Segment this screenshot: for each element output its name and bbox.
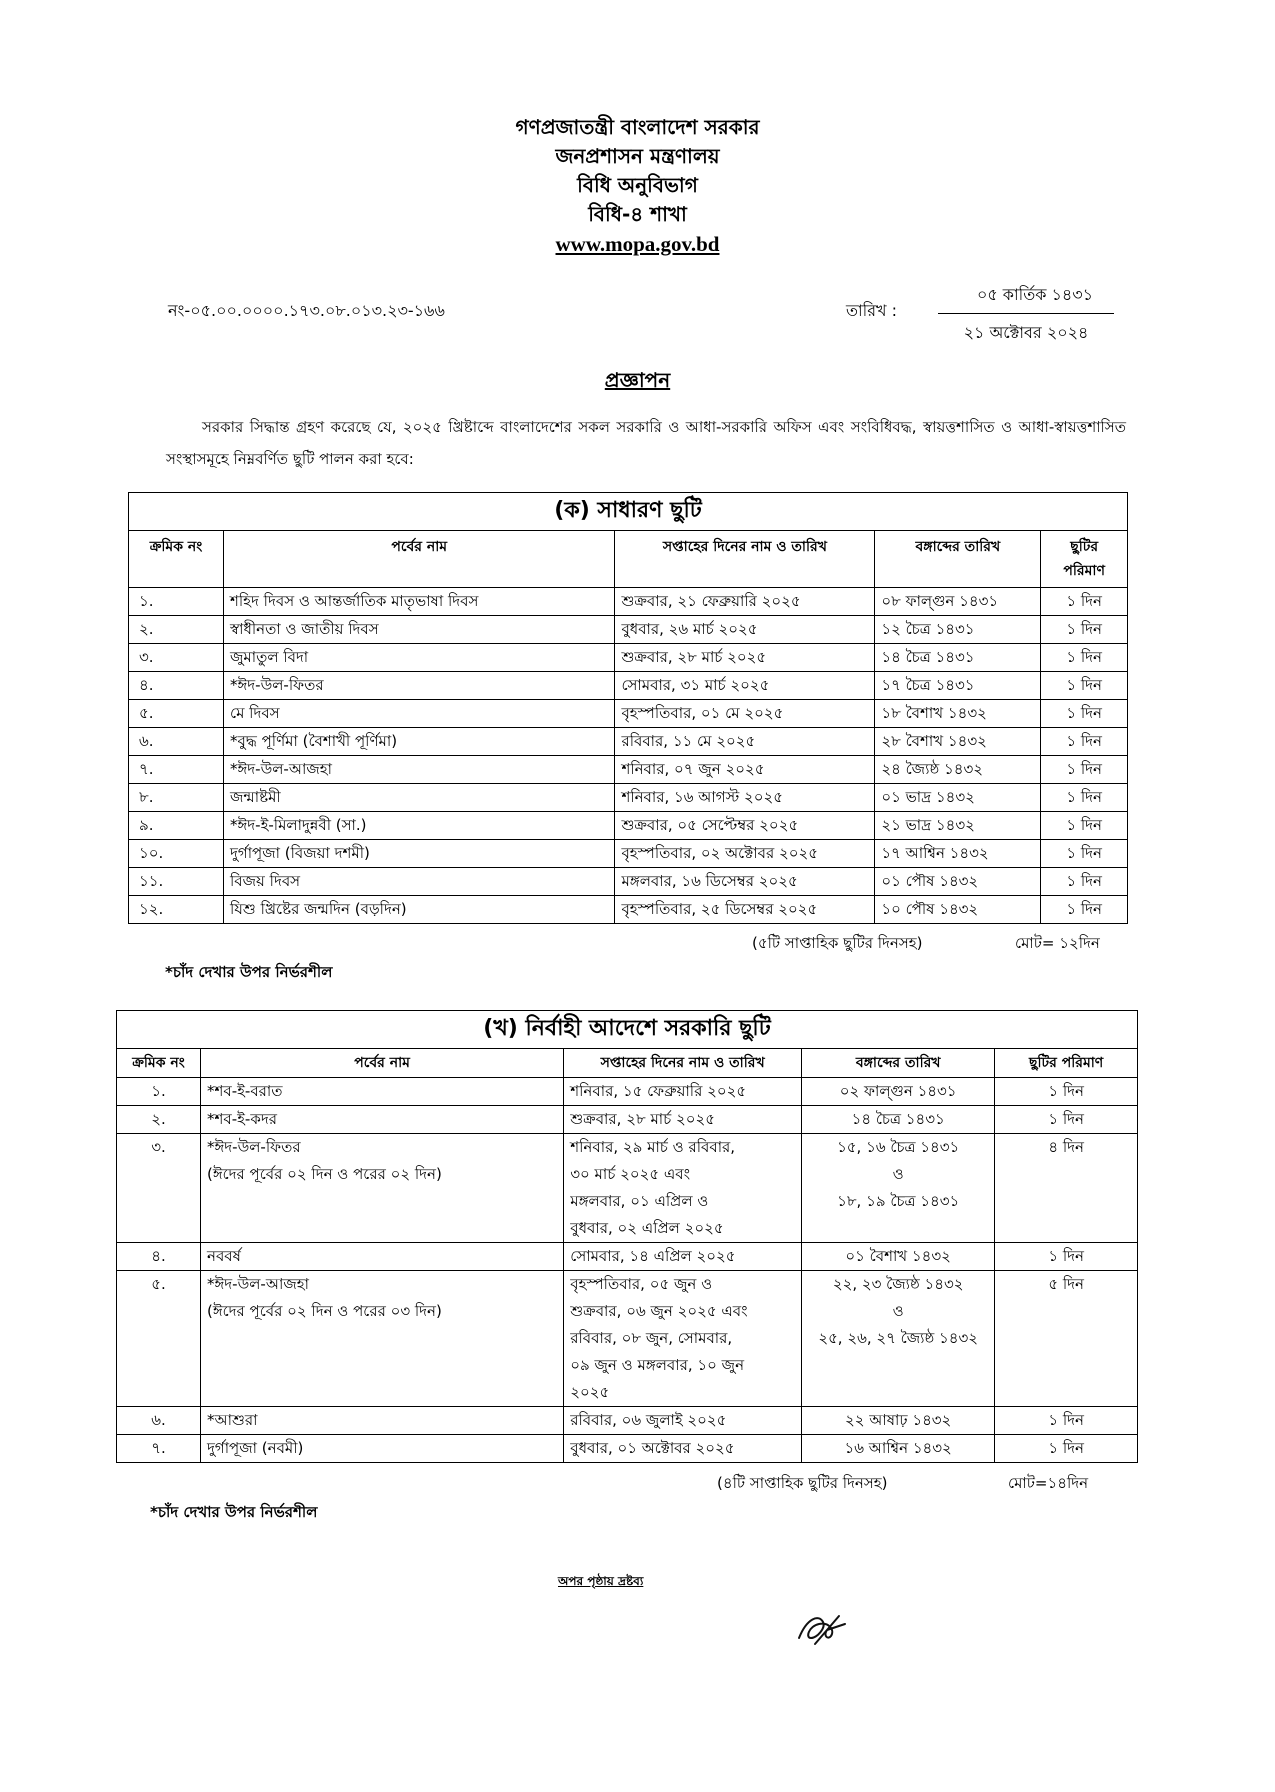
cell-bangla-date: ১৪ চৈত্র ১৪৩১ — [802, 1106, 995, 1134]
cell-bangla-date: ০১ বৈশাখ ১৪৩২ — [802, 1243, 995, 1271]
cell-bangla-date: ০২ ফাল্গুন ১৪৩১ — [802, 1078, 995, 1106]
cell-festival-name: *ঈদ-উল-ফিতর (ঈদের পূর্বের ০২ দিন ও পরের ০২ দিন) — [200, 1134, 563, 1243]
cell-festival-name: দুর্গাপূজা (নবমী) — [200, 1435, 563, 1463]
cell-serial: ৭. — [129, 756, 224, 784]
col-header-bangla-date: বঙ্গাব্দের তারিখ — [802, 1049, 995, 1078]
cell-festival-name: স্বাধীনতা ও জাতীয় দিবস — [223, 616, 614, 644]
cell-duration: ১ দিন — [995, 1106, 1138, 1134]
cell-duration: ১ দিন — [1041, 672, 1128, 700]
cell-duration: ১ দিন — [1041, 588, 1128, 616]
cell-serial: ৫. — [129, 700, 224, 728]
cell-bangla-date: ২২ আষাঢ় ১৪৩২ — [802, 1407, 995, 1435]
cell-duration: ১ দিন — [995, 1243, 1138, 1271]
intro-paragraph — [166, 411, 1126, 475]
cell-duration: ১ দিন — [1041, 840, 1128, 868]
cell-bangla-date: ২২, ২৩ জ্যৈষ্ঠ ১৪৩২ ও ২৫, ২৬, ২৭ জ্যৈষ্ঠ ১৪৩২ — [802, 1271, 995, 1407]
cell-duration: ১ দিন — [1041, 700, 1128, 728]
date-label: তারিখ : — [846, 301, 898, 320]
cell-festival-name: বিজয় দিবস — [223, 868, 614, 896]
cell-weekday-date: রবিবার, ১১ মে ২০২৫ — [615, 728, 875, 756]
table-a-total: মোট= ১২দিন — [1015, 934, 1100, 952]
col-header-duration: ছুটির পরিমাণ — [995, 1049, 1138, 1078]
cell-duration: ১ দিন — [995, 1435, 1138, 1463]
table-row — [129, 644, 1128, 672]
cell-serial: ৬. — [117, 1407, 201, 1435]
cell-bangla-date: ০১ ভাদ্র ১৪৩২ — [875, 784, 1041, 812]
date-english: ২১ অক্টোবর ২০২৪ — [963, 323, 1089, 342]
cell-weekday-date: বৃহস্পতিবার, ০২ অক্টোবর ২০২৫ — [615, 840, 875, 868]
cell-bangla-date: ১২ চৈত্র ১৪৩১ — [875, 616, 1041, 644]
cell-duration: ১ দিন — [1041, 616, 1128, 644]
cell-weekday-date: শুক্রবার, ২৮ মার্চ ২০২৫ — [615, 644, 875, 672]
cell-bangla-date: ১৮ বৈশাখ ১৪৩২ — [875, 700, 1041, 728]
cell-serial: ৫. — [117, 1271, 201, 1407]
division-name: বিধি অনুবিভাগ — [577, 173, 698, 197]
table-row — [129, 672, 1128, 700]
cell-weekday-date: শুক্রবার, ২৮ মার্চ ২০২৫ — [564, 1106, 802, 1134]
cell-bangla-date: ০১ পৌষ ১৪৩২ — [875, 868, 1041, 896]
cell-bangla-date: ২১ ভাদ্র ১৪৩২ — [875, 812, 1041, 840]
cell-weekday-date: শনিবার, ০৭ জুন ২০২৫ — [615, 756, 875, 784]
col-header-festival: পর্বের নাম — [223, 531, 614, 588]
date-bangla: ০৫ কার্তিক ১৪৩১ — [938, 282, 1114, 314]
website-link[interactable]: www.mopa.gov.bd — [555, 232, 720, 256]
cell-weekday-date: বৃহস্পতিবার, ২৫ ডিসেম্বর ২০২৫ — [615, 896, 875, 924]
cell-bangla-date: ১৬ আশ্বিন ১৪৩২ — [802, 1435, 995, 1463]
table-row — [129, 896, 1128, 924]
cell-duration: ১ দিন — [1041, 896, 1128, 924]
cell-serial: ৪. — [117, 1243, 201, 1271]
cell-serial: ১২. — [129, 896, 224, 924]
cell-duration: ১ দিন — [1041, 868, 1128, 896]
document-header — [0, 113, 1275, 259]
cell-festival-name: *ঈদ-উল-আজহা (ঈদের পূর্বের ০২ দিন ও পরের ০৩ দিন) — [200, 1271, 563, 1407]
cell-weekday-date: শুক্রবার, ২১ ফেব্রুয়ারি ২০২৫ — [615, 588, 875, 616]
memo-number: নং-০৫.০০.০০০০.১৭৩.০৮.০১৩.২৩-১৬৬ — [168, 301, 445, 320]
cell-bangla-date: ১০ পৌষ ১৪৩২ — [875, 896, 1041, 924]
cell-weekday-date: শনিবার, ১৫ ফেব্রুয়ারি ২০২৫ — [564, 1078, 802, 1106]
col-header-serial: ক্রমিক নং — [117, 1049, 201, 1078]
cell-serial: ৬. — [129, 728, 224, 756]
cell-bangla-date: ১৭ আশ্বিন ১৪৩২ — [875, 840, 1041, 868]
cell-weekday-date: বৃহস্পতিবার, ০৫ জুন ও শুক্রবার, ০৬ জুন ২০২৫ এবং রবিবার, ০৮ জুন, সোমবার, ০৯ জুন ও মঙ্গলবার, ১০ জুন ২০২৫ — [564, 1271, 802, 1407]
cell-weekday-date: সোমবার, ১৪ এপ্রিল ২০২৫ — [564, 1243, 802, 1271]
cell-festival-name: *ঈদ-ই-মিলাদুন্নবী (সা.) — [223, 812, 614, 840]
table-row — [117, 1271, 1138, 1407]
col-header-date: সপ্তাহের দিনের নাম ও তারিখ — [564, 1049, 802, 1078]
cell-weekday-date: শনিবার, ২৯ মার্চ ও রবিবার, ৩০ মার্চ ২০২৫ এবং মঙ্গলবার, ০১ এপ্রিল ও বুধবার, ০২ এপ্রিল ২০২৫ — [564, 1134, 802, 1243]
cell-serial: ৭. — [117, 1435, 201, 1463]
table-row — [129, 700, 1128, 728]
cell-weekday-date: শনিবার, ১৬ আগস্ট ২০২৫ — [615, 784, 875, 812]
cell-festival-name: দুর্গাপূজা (বিজয়া দশমী) — [223, 840, 614, 868]
table-row — [129, 784, 1128, 812]
cell-weekday-date: সোমবার, ৩১ মার্চ ২০২৫ — [615, 672, 875, 700]
cell-bangla-date: ২৮ বৈশাখ ১৪৩২ — [875, 728, 1041, 756]
page-turn-note: অপর পৃষ্ঠায় দ্রষ্টব্য — [558, 1574, 644, 1588]
cell-festival-name: *শব-ই-বরাত — [200, 1078, 563, 1106]
table-row — [129, 728, 1128, 756]
intro-text: সরকার সিদ্ধান্ত গ্রহণ করেছে যে, ২০২৫ খ্রিষ্টাব্দে বাংলাদেশের সকল সরকারি ও আধা-সরকারি অফিস এবং সংবিধিবদ্ধ, স্বায়ত্তশাসিত ও আধা-স্বায়ত্তশাসিত সংস্থাসমূহে নিম্নবর্ণিত ছুটি পালন করা হবে: — [166, 418, 1126, 468]
table-caption: (ক) সাধারণ ছুটি — [129, 493, 1128, 531]
ministry-name: জনপ্রশাসন মন্ত্রণালয় — [555, 144, 720, 168]
cell-weekday-date: রবিবার, ০৬ জুলাই ২০২৫ — [564, 1407, 802, 1435]
cell-serial: ৩. — [129, 644, 224, 672]
cell-festival-name: জন্মাষ্টমী — [223, 784, 614, 812]
table-row — [117, 1134, 1138, 1243]
table-header-row — [117, 1049, 1138, 1078]
table-header-row — [129, 531, 1128, 588]
cell-weekday-date: মঙ্গলবার, ১৬ ডিসেম্বর ২০২৫ — [615, 868, 875, 896]
table-b-total: মোট=১৪দিন — [1008, 1474, 1089, 1492]
table-row — [129, 588, 1128, 616]
cell-duration: ৫ দিন — [995, 1271, 1138, 1407]
table-a-weekly-note: (৫টি সাপ্তাহিক ছুটির দিনসহ) — [752, 934, 923, 952]
cell-festival-name: শহিদ দিবস ও আন্তর্জাতিক মাতৃভাষা দিবস — [223, 588, 614, 616]
col-header-bangla-date: বঙ্গাব্দের তারিখ — [875, 531, 1041, 588]
table-b-footnote: *চাঁদ দেখার উপর নির্ভরশীল — [150, 1503, 318, 1521]
table-caption: (খ) নির্বাহী আদেশে সরকারি ছুটি — [117, 1011, 1138, 1049]
cell-bangla-date: ১৪ চৈত্র ১৪৩১ — [875, 644, 1041, 672]
table-row — [129, 840, 1128, 868]
cell-weekday-date: বুধবার, ২৬ মার্চ ২০২৫ — [615, 616, 875, 644]
cell-bangla-date: ২৪ জ্যৈষ্ঠ ১৪৩২ — [875, 756, 1041, 784]
cell-festival-name: যিশু খ্রিষ্টের জন্মদিন (বড়দিন) — [223, 896, 614, 924]
document-title: প্রজ্ঞাপন — [604, 368, 671, 392]
col-header-duration: ছুটির পরিমাণ — [1041, 531, 1128, 588]
cell-serial: ১. — [117, 1078, 201, 1106]
cell-duration: ১ দিন — [995, 1407, 1138, 1435]
cell-bangla-date: ১৭ চৈত্র ১৪৩১ — [875, 672, 1041, 700]
cell-weekday-date: শুক্রবার, ০৫ সেপ্টেম্বর ২০২৫ — [615, 812, 875, 840]
cell-serial: ৯. — [129, 812, 224, 840]
cell-bangla-date: ১৫, ১৬ চৈত্র ১৪৩১ ও ১৮, ১৯ চৈত্র ১৪৩১ — [802, 1134, 995, 1243]
cell-serial: ১. — [129, 588, 224, 616]
cell-serial: ১০. — [129, 840, 224, 868]
table-row — [117, 1407, 1138, 1435]
cell-duration: ১ দিন — [1041, 756, 1128, 784]
cell-serial: ৪. — [129, 672, 224, 700]
cell-bangla-date: ০৮ ফাল্গুন ১৪৩১ — [875, 588, 1041, 616]
government-name: গণপ্রজাতন্ত্রী বাংলাদেশ সরকার — [515, 115, 760, 139]
table-row — [129, 812, 1128, 840]
cell-duration: ১ দিন — [1041, 812, 1128, 840]
table-row — [117, 1435, 1138, 1463]
cell-serial: ৮. — [129, 784, 224, 812]
col-header-date: সপ্তাহের দিনের নাম ও তারিখ — [615, 531, 875, 588]
cell-festival-name: *শব-ই-কদর — [200, 1106, 563, 1134]
table-row — [117, 1078, 1138, 1106]
general-holidays-table — [128, 492, 1128, 924]
signature-icon — [795, 1608, 849, 1648]
cell-weekday-date: বুধবার, ০১ অক্টোবর ২০২৫ — [564, 1435, 802, 1463]
executive-order-holidays-table — [116, 1010, 1138, 1463]
branch-name: বিধি-৪ শাখা — [588, 202, 687, 226]
cell-serial: ২. — [129, 616, 224, 644]
cell-duration: ১ দিন — [1041, 784, 1128, 812]
col-header-serial: ক্রমিক নং — [129, 531, 224, 588]
table-row — [129, 616, 1128, 644]
cell-festival-name: জুমাতুল বিদা — [223, 644, 614, 672]
cell-serial: ১১. — [129, 868, 224, 896]
table-row — [117, 1243, 1138, 1271]
cell-serial: ২. — [117, 1106, 201, 1134]
cell-festival-name: *ঈদ-উল-আজহা — [223, 756, 614, 784]
cell-festival-name: মে দিবস — [223, 700, 614, 728]
cell-duration: ১ দিন — [1041, 728, 1128, 756]
cell-duration: ১ দিন — [995, 1078, 1138, 1106]
table-row — [117, 1106, 1138, 1134]
table-a-footnote: *চাঁদ দেখার উপর নির্ভরশীল — [165, 963, 333, 981]
cell-duration: ৪ দিন — [995, 1134, 1138, 1243]
cell-duration: ১ দিন — [1041, 644, 1128, 672]
date-block — [938, 282, 1114, 347]
cell-festival-name: নববর্ষ — [200, 1243, 563, 1271]
cell-serial: ৩. — [117, 1134, 201, 1243]
cell-festival-name: *বুদ্ধ পূর্ণিমা (বৈশাখী পূর্ণিমা) — [223, 728, 614, 756]
table-row — [129, 868, 1128, 896]
cell-festival-name: *আশুরা — [200, 1407, 563, 1435]
cell-festival-name: *ঈদ-উল-ফিতর — [223, 672, 614, 700]
table-row — [129, 756, 1128, 784]
col-header-festival: পর্বের নাম — [200, 1049, 563, 1078]
table-b-weekly-note: (৪টি সাপ্তাহিক ছুটির দিনসহ) — [717, 1474, 888, 1492]
cell-weekday-date: বৃহস্পতিবার, ০১ মে ২০২৫ — [615, 700, 875, 728]
